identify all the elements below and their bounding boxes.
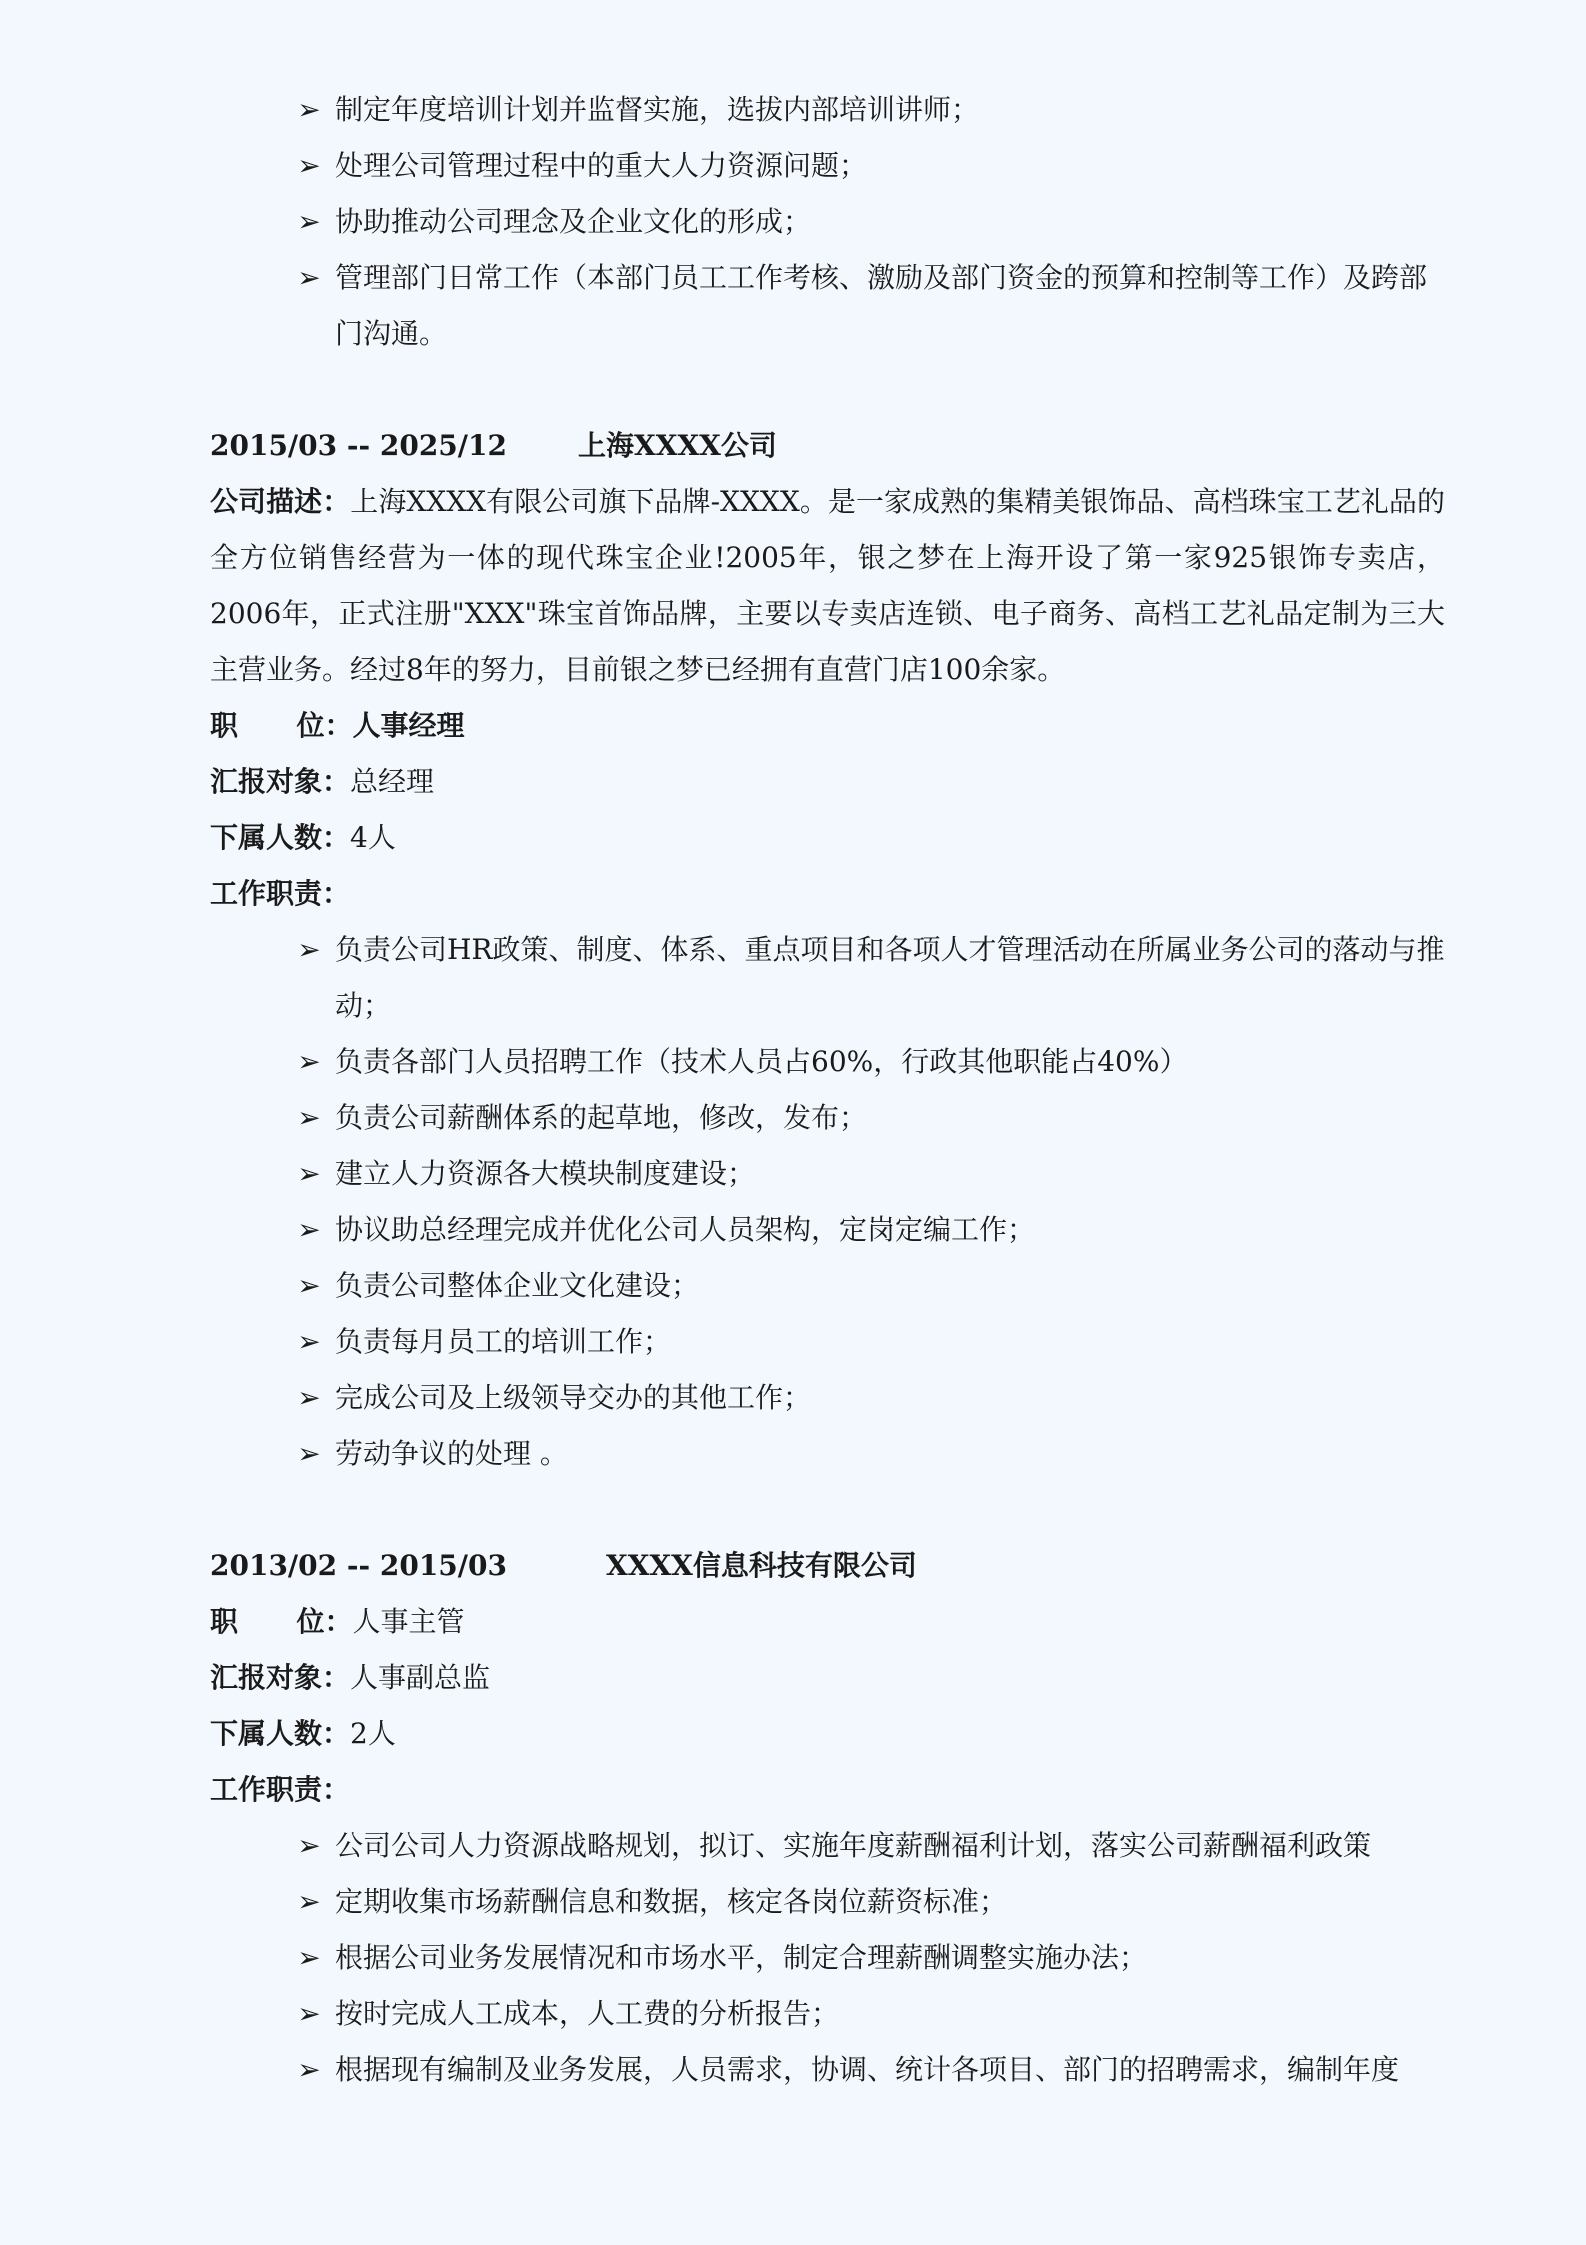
arrow-bullet-icon: ➢: [297, 1997, 321, 2030]
arrow-bullet-icon: ➢: [297, 149, 321, 182]
arrow-bullet-icon: ➢: [297, 1101, 321, 1134]
subordinates-value: 4人: [350, 821, 396, 854]
list-item: ➢ 负责公司HR政策、制度、体系、重点项目和各项人才管理活动在所属业务公司的落动与推动；: [295, 922, 1445, 1034]
list-item: ➢ 负责公司整体企业文化建设；: [295, 1258, 1445, 1314]
list-item: ➢ 公司公司人力资源战略规划，拟订、实施年度薪酬福利计划，落实公司薪酬福利政策: [295, 1818, 1445, 1874]
job2-duties-label: 工作职责：: [210, 1773, 351, 1806]
list-item: ➢ 建立人力资源各大模块制度建设；: [295, 1146, 1445, 1202]
position-label: 职 位：: [210, 709, 353, 742]
arrow-bullet-icon: ➢: [297, 1213, 321, 1246]
subordinates-value: 2人: [350, 1717, 396, 1750]
arrow-bullet-icon: ➢: [297, 1157, 321, 1190]
job1-subordinates: [210, 810, 396, 866]
job2-subordinates: [210, 1706, 396, 1762]
job1-position: [210, 698, 465, 754]
arrow-bullet-icon: ➢: [297, 93, 321, 126]
arrow-bullet-icon: ➢: [297, 1381, 321, 1414]
list-item: ➢ 定期收集市场薪酬信息和数据，核定各岗位薪资标准；: [295, 1874, 1445, 1930]
report-label: 汇报对象：: [210, 765, 351, 798]
job1-period: 2015/03 -- 2025/12: [210, 429, 507, 462]
position-value: 人事经理: [352, 709, 465, 742]
arrow-bullet-icon: ➢: [297, 1045, 321, 1078]
arrow-bullet-icon: ➢: [297, 1437, 321, 1470]
list-item: ➢ 按时完成人工成本，人工费的分析报告；: [295, 1986, 1445, 2042]
arrow-bullet-icon: ➢: [297, 933, 321, 966]
arrow-bullet-icon: ➢: [297, 1885, 321, 1918]
list-item: ➢ 负责各部门人员招聘工作（技术人员占60%，行政其他职能占40%）: [295, 1034, 1445, 1090]
job2-report: [210, 1650, 490, 1706]
subordinates-label: 下属人数：: [210, 821, 351, 854]
arrow-bullet-icon: ➢: [297, 205, 321, 238]
arrow-bullet-icon: ➢: [297, 1269, 321, 1302]
arrow-bullet-icon: ➢: [297, 1829, 321, 1862]
position-label: 职 位：: [210, 1605, 353, 1638]
list-item: ➢ 管理部门日常工作（本部门员工工作考核、激励及部门资金的预算和控制等工作）及跨部门沟通。: [295, 250, 1445, 362]
job1-description: [210, 474, 1445, 698]
arrow-bullet-icon: ➢: [297, 1941, 321, 1974]
list-item: ➢ 根据公司业务发展情况和市场水平，制定合理薪酬调整实施办法；: [295, 1930, 1445, 1986]
job2-period: 2013/02 -- 2015/03: [210, 1549, 507, 1582]
list-item: ➢ 协议助总经理完成并优化公司人员架构，定岗定编工作；: [295, 1202, 1445, 1258]
list-item: ➢ 负责每月员工的培训工作；: [295, 1314, 1445, 1370]
report-value: 总经理: [350, 765, 435, 798]
job2-position: [210, 1594, 465, 1650]
subordinates-label: 下属人数：: [210, 1717, 351, 1750]
list-item: ➢ 劳动争议的处理 。: [295, 1426, 1445, 1482]
arrow-bullet-icon: ➢: [297, 1325, 321, 1358]
arrow-bullet-icon: ➢: [297, 2053, 321, 2086]
arrow-bullet-icon: ➢: [297, 261, 321, 294]
job1-company: 上海XXXX公司: [578, 429, 777, 462]
job1-duties-label: 工作职责：: [210, 877, 351, 910]
report-value: 人事副总监: [350, 1661, 491, 1694]
list-item: ➢ 完成公司及上级领导交办的其他工作；: [295, 1370, 1445, 1426]
job1-desc-label: 公司描述：: [210, 485, 351, 518]
position-value: 人事主管: [352, 1605, 465, 1638]
list-item: ➢ 制定年度培训计划并监督实施，选拔内部培训讲师；: [295, 82, 1445, 138]
list-item: ➢ 协助推动公司理念及企业文化的形成；: [295, 194, 1445, 250]
report-label: 汇报对象：: [210, 1661, 351, 1694]
list-item: ➢ 根据现有编制及业务发展，人员需求，协调、统计各项目、部门的招聘需求，编制年度: [295, 2042, 1445, 2098]
job1-desc-text: 上海XXXX有限公司旗下品牌-XXXX。是一家成熟的集精美银饰品、高档珠宝工艺礼品的全方位销售经营为一体的现代珠宝企业!2005年，银之梦在上海开设了第一家925银饰专卖店，2006年，正式注册"XXX"珠宝首饰品牌，主要以专卖店连锁、电子商务、高档工艺礼品定制为三大主营业务。经过8年的努力，目前银之梦已经拥有直营门店100余家。: [210, 485, 1445, 686]
list-item: ➢ 负责公司薪酬体系的起草地，修改，发布；: [295, 1090, 1445, 1146]
list-item: ➢ 处理公司管理过程中的重大人力资源问题；: [295, 138, 1445, 194]
job1-report: [210, 754, 434, 810]
job2-company: XXXX信息科技有限公司: [606, 1549, 917, 1582]
